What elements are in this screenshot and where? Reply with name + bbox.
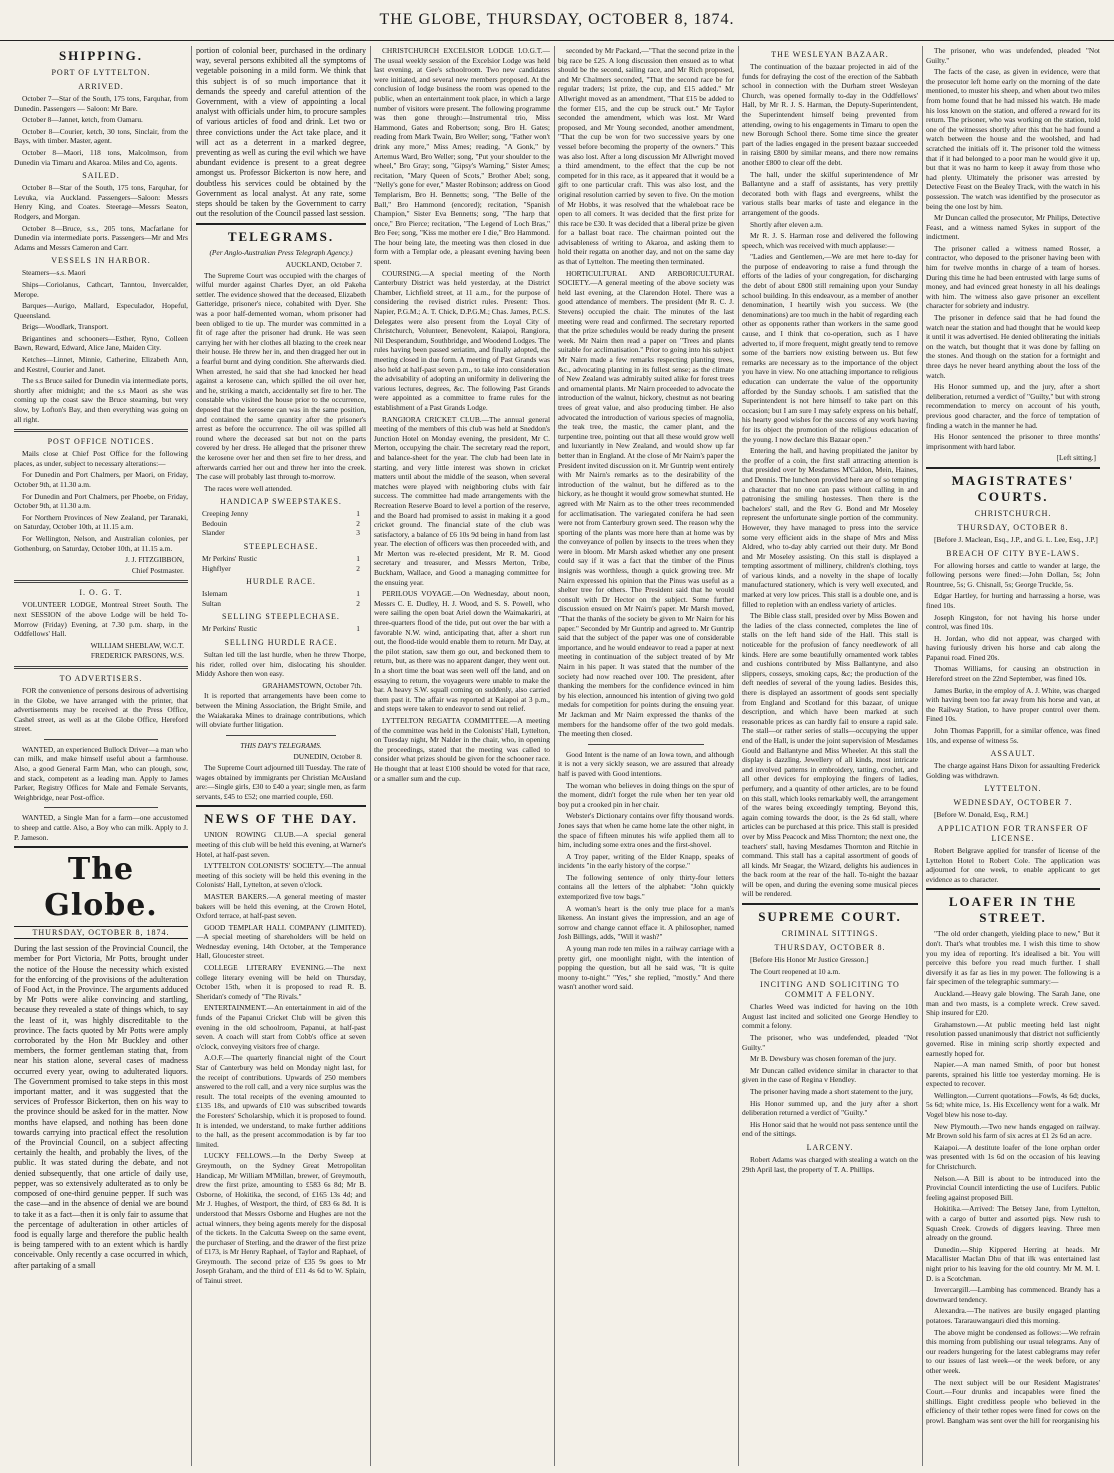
shipping-note: The s.s Bruce sailed for Dunedin via intermediate ports, shortly after midnight; and the s.s Maori as she was coming up the coast saw the Bruce steaming, but very slow, by Lofton's Bay, and then everything was going on all right. — [14, 376, 188, 424]
bazaar-para: "Ladies and Gentlemen,—We are met here to-day for the purpose of endeavoring to raise a fund through the efforts of the ladies of your congregation, for discharging the debt of about £800 still remaining upon your Sunday school building. In this endeavour, as a member of another denomination, I heartily wish you success. We (the denominations) are too much in the habit of regarding each other as opponents rather than workers in the same good cause, and I think that co-operation, such as I have adverted to, if more frequent, might greatly tend to remove some of the barriers now existing between us. But few remarks are necessary as to the importance of the object you have in view. No one attaching importance to religious education can underrate the value of the opportunity afforded by the Sunday schools. I am satisfied that the Superintendent is not here himself to take part on this occasion; but I am sure I may safely express on his behalf, his hearty good wishes for the success of any work having for its object the promotion of the religious education of the young. I now declare this Bazaar open." — [742, 252, 918, 444]
court-para: Mr Duncan called evidence similar in character to that given in the case of Regina v Hendley. — [742, 1065, 918, 1085]
notice-para: For Dunedin and Port Chalmers, per Maori, on Friday, October 9th, at 11.30 a.m. — [14, 470, 188, 489]
placing: 2 — [356, 563, 360, 573]
race-row — [202, 519, 360, 529]
court-para: Mr Duncan called the prosecutor, Mr Philips, Detective Feast, and a witness named Sykes in support of the indictment. — [926, 213, 1100, 242]
news-para: UNION ROWING CLUB.—A special general meeting of this club will be held this evening, at Warner's Hotel, at half-past seven. — [196, 830, 366, 859]
loafer-para: Alexandra.—The natives are busily engaged planting potatoes. Tararauwangauri died this morning. — [926, 1306, 1100, 1325]
telegram-para: The Supreme Court adjourned till Tuesday. The rate of wages obtained by immigrants per Christian McAusland are:—Single girls, £30 to £40 a year; single men, as farm servants, £45 to £52; one married couple, £60. — [196, 762, 366, 801]
divider — [14, 666, 188, 669]
court-para: Robert Belgrave applied for transfer of license of the Lyttelton Hotel to Robert Cole. The application was adjourned for one week, to enable applicant to get evidence as to character. — [926, 846, 1100, 884]
loafer-para: The above might be condensed as follows:—We refrain this morning from publishing our usual telegrams. Any of our readers hungering for the latest cablegrams may refer to our issues of last week—or the week before, or any other week. — [926, 1327, 1100, 1375]
notice-para: For Wellington, Nelson, and Australian colonies, per Gothenburg, on Saturday, October 10th, at 11.15 a.m. — [14, 533, 188, 553]
leading-article — [14, 944, 188, 1271]
news-para: LUCKY FELLOWS.—In the Derby Sweep at Greymouth, on the Sydney Great Metropolitan Handicap, Mr William M'Millan, brewer, of Greymouth, drew the first prize, amounting to £583 6s 8d; Mr B. Osborne, of Hokitika, the second, of £165 13s 4d; and Mr J. Hughes, of Westport, the third, of £83 6s 8d. It is understood that Messrs Osborne and Hughes are not the actual winners, they being agents merely for the disposal of the tickets. In the Calcutta Sweep on the same event, the purchaser of Sterling, and the drawer of the first prize of £173, is Mr Henry Raphael, of Taylor and Raphael, of Greymouth. The second prize of £35 9s goes to Mr Joseph Graham, and the third of £11 4s 6d to W. Splain, of Tainui street. — [196, 1151, 366, 1286]
horse-name: Mr Perkins' Rustic — [202, 554, 258, 564]
shipping-heading: SHIPPING. — [58, 48, 144, 63]
loafer-para: Auckland.—Heavy gale blowing. The Sarah Jane, one man and two masts, is a complete wreck. Crew saved. Ship insured for £20. — [926, 988, 1100, 1018]
race-row — [202, 589, 360, 599]
news-para: A.O.F.—The quarterly financial night of the Court Star of Canterbury was held on Monday night last, for the receipt of contributions. Upwards of 250 members answered to the roll call, and a very nice surplus was the result. The total receipts of the evening amounted to £135 18s, and upwards of £10 was subscribed towards the Foresters' Scholarship, which it is proposed to found. It is intended, we understand, to make further additions to the hall, as the present accommodation is by far too limited. — [196, 1053, 366, 1149]
placing: 1 — [356, 624, 360, 634]
race-results — [196, 497, 366, 648]
list-item: Ships—Coriolanus, Cathcart, Tanntou, Invercalder, Merope. — [14, 279, 188, 299]
loafer-heading: LOAFER IN THE STREET. — [948, 894, 1078, 926]
arrived-list — [14, 94, 188, 167]
loafer-para: Nelson.—A Bill is about to be introduced into the Provincial Council interdicting the use of Lucifers. Public feeling against proposed Bill. — [926, 1173, 1100, 1202]
news-para: COURSING.—A special meeting of the North Canterbury District was held yesterday, at the District Chamber, Lichfield street, at 11 a.m., for the purpose of considering the revised district rules. Present: Thos. Napier, P.G.M.; A. T. Chick, D.P.G.M.; Chas. James, P.C.S. Delegates were also present from the Loyal City of Christchurch, Volunteer, Benevolent, Kaiapoi, Rangiora, Nil Desperandum, Southbridge, and Woodend Lodges. The rules having been passed seriatim, and finally adopted, the meeting closed in due form. A meeting of Past Grands was also held at half-past seven p.m., to take into consideration the advisability of adopting an uniformity in delivering the various lectures, degrees, &c. The following Past Grands were appointed as a committee to frame rules for the establishment of a Past Grands Lodge. — [374, 268, 550, 412]
list-item: Brigantines and schooners—Esther, Ryno, Colleen Bawn, Reward, Edward, Alice Jane, Maiden City. — [14, 333, 188, 353]
port-heading: PORT OF LYTTELTON. — [51, 68, 151, 77]
race-title: HURDLE RACE. — [246, 577, 316, 587]
article-para: During the last session of the Provincial Council, the member for Port Victoria, Mr Potts, brought under the notice of the House the necessity which existed for the enforcing of the provisions of the adulteration of Food Act, in the Province. The arguments adduced by Mr Potts were alike convincing and startling, because they revealed a state of things which, to say the least of it, was highly discreditable to the province. The facts quoted by Mr Potts were amply corroborated by the Hon Mr Buckley and other members, the former gentleman stating that, from near his station alone, several cases of madness occurred every year, owing to adulterated liquors. The Government promised to take steps in this most important matter, and it was suggested that the services of Professor Bickerton, then on his way to the province should be asked for in the matter. Now months have elapsed, and nothing has been done towards carrying into practical effect the resolution of the Provincial Council, on a subject affecting certainly the health, and probably the lives, of the public. It was stated during the debate, and not denied subsequently, that one article of daily use, pepper, was so extensively adulterated as to only be composed of one-third genuine pepper. If such was the case—and in the absence of denial we are bound to take it as a fact—then it is only fair to assume that the percentage of adulteration in other articles of food is equally large and therefore the public health is being tampered with to an extent which is hardly conceivable. Only recently a case occurred in which, after partaking of a small — [14, 944, 188, 1270]
paragraph-item: A Troy paper, writing of the Elder Knapp, speaks of incidents "in the early history of the corpse." — [558, 851, 734, 871]
list-item: Ketches—Linnet, Minnie, Catherine, Elizabeth Ann, and Kestrel, Courier and Janet. — [14, 355, 188, 374]
court-note: The Court reopened at 10 a.m. — [750, 966, 841, 976]
court-para: The facts of the case, as given in evidence, were that the prosecutor left home early on the morning of the date mentioned, to muster his sheep, and when about two miles from home found that he had missed his watch. He made his loss known on the station, and offered a reward for its return. The prisoner, who was working on the station, told one of the witnesses shortly after this that he had found a watch between the house and the woolshed, and had scratched the initials off it. The prisoner told the witness that if it had belonged to a poor man he would give it up, but that it was no harm to keep it away from those who had plenty. Ultimately the prisoner was arrested by Detective Feast on the Bealey Track, with the watch in his possession. The watch was identified by the prosecutor as being the one lost by him. — [926, 67, 1100, 211]
article-para: portion of colonial beer, purchased in the ordinary way, several persons exhibited all the symptoms of vegetable poisoning in a mild form. We think that this subject is of so much importance that it demands the speedy and careful attention of the Government, with a view of appointing a local analyst with officials under him, to procure samples of various articles of food and drink. Let two or three convictions under the Act take place, and it will act as a deterrent in a marked degree, preventing as well as curing the evil which we have abundant evidence is present to a great degree amongst us. Professor Bickerton is now here, and doubtless his services could be obtained by the Government as local analyst. At any rate, some steps should be taken by the Government to carry out the resolution of the Council passed last session. — [196, 46, 366, 219]
telegrams-heading: TELEGRAMS. — [227, 229, 335, 245]
charge-label: ASSAULT. — [990, 749, 1036, 759]
divider — [14, 580, 188, 583]
charge-label: APPLICATION FOR TRANSFER OF LICENSE. — [937, 824, 1089, 843]
column-3 — [374, 46, 550, 1466]
race-row — [202, 624, 360, 634]
iogt-signatory: WILLIAM SHEBLAW, W.C.T. — [90, 640, 184, 650]
horse-name: Highflyer — [202, 563, 231, 573]
post-office-heading: POST OFFICE NOTICES. — [47, 437, 155, 447]
court-para: The prisoner in defence said that he had found the watch near the station and had thought that he would keep it until it was advertised. He denied obliterating the initials on the watch, but thought that it was done by falling on the stones. And though on the station for a fortnight and three days he never heard anything about the loss of the watch. — [926, 313, 1100, 380]
divider — [14, 429, 188, 432]
horse-name: Creeping Jenny — [202, 509, 249, 519]
court-para: The prisoner, who was undefended, pleaded "Not Guilty." — [742, 1033, 918, 1052]
bazaar-para: The hall, under the skilful superintendence of Mr Ballantyne and a staff of assistants, has very prettily decorated both with flags and evergreens, whilst the various stalls bear marks of taste and elegance in the arrangement of the goods. — [742, 169, 918, 217]
court-para: His Honor sentenced the prisoner to three months' imprisonment with hard labor. — [926, 432, 1100, 451]
court-para: His Honor summed up, and the jury, after a short deliberation, returned a verdict of "Guilty," but with strong recommendation to mercy on account of his youth, previous good character, and the force of temptation of finding a watch in the manner he had. — [926, 382, 1100, 430]
bazaar-para: The Bible class stall, presided over by Miss Bowen and the ladies of the class connected, completes the line of stalls on the left hand side of the Hall. This stall is noticeable for the profusion of fancy needlework of all kinds. Here are some beautifully ornamented work tables and cushions contributed by Miss Ballantyne, and also slippers, cosseys, smoking caps, &c; the production of the deft needles of several of the young ladies. Besides this, there is displayed an assortment of goods sent specially from England and Scotland for this bazaar, of unique description, and which have been marked at such reasonable prices as can hardly fail to ensure a rapid sale. The stall—or rather series of stalls—occupying the upper end of the Hall, is under the joint supervision of Mesdames Gould and Ballantyne and Miss Wheeler. At this stall the display is dazzling. Jewellery of all kinds, most intricate and involved patterns in embroidery, tatting, crochet, and all other devices for employing the fingers of ladies, perfumery, and a quantity of other articles, are to be found on this stall, which looks remarkably well, the arrangement of the wares being exceedingly tempting. Beyond this, again coming towards the door, is the 2s 6d stall, where articles can be purchased at this price. This stall is presided over by Miss Peacock and Miss Thornton; the next one, the teachers' stall, having Mesdames Thornton and Ritchie in command. This stall has a capital assortment of goods of all kinds. Mr Seagar, the Wizard, delights his audiences in the back room at the rear of the hall. To-night the bazaar will be open, and during the evening some musical pieces will be rendered. — [742, 611, 918, 899]
iogt-notice: VOLUNTEER LODGE, Montreal Street South. The next SESSION of the above Lodge will be held To-Morrow (Friday) Evening, at 7.30 p.m. sharp, in the Oddfellows' Hall. — [14, 600, 188, 639]
place-heading: CHRISTCHURCH. — [974, 508, 1052, 518]
list-item: Steamers—s.s. Maori — [22, 268, 86, 278]
column-2 — [196, 46, 366, 1466]
telegram-para: It is reported that arrangements have been come to between the Mining Association, the Bright Smile, and the Waiakaraka Mines to drainage contributions, which will obviate further litigation. — [196, 691, 366, 730]
horse-name: Mr Perkins' Rustic — [202, 624, 258, 634]
placing: 3 — [356, 528, 360, 538]
news-para: LYTTELTON COLONISTS' SOCIETY.—The annual meeting of this society will be held this evening in the Colonists' Hall, Lyttelton, at seven o'clock. — [196, 861, 366, 890]
telegram-para: The Supreme Court was occupied with the charges of wilful murder against Charles Dyer, an old Pakeha settler. The evidence showed that the deceased, Elizabeth Gatteridge, prisoner's niece, cohabited with Dyer. She was a poor half-demented woman, whom prisoner had been obliged to tie up. The murder was committed in a fit of rage after the prisoner had drunk. He was seen carrying her with her clothes all blazing to the creek near their house. He threw her in, and then dragged her out in a fearful burnt and dying condition. She afterwards died. When arrested, he said that she had knocked her head against a kerosene can, which spilled the oil over her, and he, striking a match, accidentally set fire to her. The constable who visited the house prior to the occurrence, deposed that the kerosene can was in the same position, and contained the same quantity after the prisoner's arrest as before the occurrence. The oil was spilled all round where the deceased sat but not on the parts covered by her dress. He alleged that the prisoner threw the kerosene over her and then set fire to her dress, and afterwards carried her out and threw her into the creek. The case will probably last through to-morrow. — [196, 270, 366, 482]
paragraph-item: A woman's heart is the only true place for a man's likeness. An instant gives the impression, and an age of sorrow and change cannot efface it. A philosopher, named Josh Billings, adds, "Will it wash?" — [558, 903, 734, 942]
divider — [196, 223, 366, 225]
bench: [Before J. Maclean, Esq., J.P., and G. L. Lee, Esq., J.P.] — [934, 534, 1098, 544]
news-para: seconded by Mr Packard,—"That the second prize in the big race be £25. A long discussion then ensued as to what should be the second, sailing race, and Mr Rich proposed, and Mr Chalmers seconded, "That the second race be for regular traders; 1st prize, the cup, and £15 added." Mr Allwright moved as an amendment, "That £15 be added to the former £15, and the cup be struck out." Mr Taylor seconded the amendment, which was lost. Mr Ward proposed, and Mr Young seconded, another amendment, "That the cup be won for two successive years by one vessel before becoming the property of the owners." This was also lost. After a long discussion Mr Allwright moved a third amendment, to the effect that the cup be not competed for in this race, as it appeared that it would be a gift to one particular craft. This was also lost, and the original resolution carried by seven to five. On the motion of Mr Hobbs, it was resolved that the whaleboat race be open to all comers. It was decided that the first prize for this race be £30. It was decided that a liberal prize be given for a ballast boat race. The chairman pointed out the advisableness of writing to Akaroa, and asking them to hold their regatta on another day, and not on the same day as that of Lyttelton. The meeting then terminated. — [558, 46, 734, 267]
divider — [196, 805, 366, 807]
list-item: October 8—Star of the South, 175 tons, Farquhar, for Levuka, via Auckland. Passengers—Saloon: Messrs Henry King, and Coates. Steerage—Messrs Seaton, Rodgers, and Morgan. — [14, 183, 188, 221]
dateline: AUCKLAND, October 7. — [285, 260, 362, 270]
race-row — [202, 554, 360, 564]
paragraph-item: Webster's Dictionary contains over fifty thousand words. Jones says that when he came home late the other night, in the space of fifteen minutes his wife applied them all to him, including some extra ones and the first-shovel. — [558, 811, 734, 850]
court-para: The charge against Hans Dixon for assaulting Frederick Golding was withdrawn. — [926, 761, 1100, 780]
news-para: LYTTELTON REGATTA COMMITTEE.—A meeting of the committee was held in the Colonists' Hall, Lyttelton, on Tuesday night, Mr Nalder in the chair, who, in opening the proceedings, stated that the meeting was called to consider what prizes should be given for the schooner race. He thought that at least £100 should be voted for that race, or a smaller sum and the cup. — [374, 715, 550, 783]
court-para: The prisoner having made a short statement to the jury, — [750, 1087, 913, 1096]
divider — [44, 739, 158, 740]
court-para: Charles Weed was indicted for having on the 10th August last incited and solicited one George Hendley to commit a felony. — [742, 1002, 918, 1031]
news-para: GOOD TEMPLAR HALL COMPANY (LIMITED).—A special meeting of shareholders will be held on Wednesday evening, 14th October, at the Temperance Hall, Gloucester street. — [196, 922, 366, 961]
loafer-para: "The old order changeth, yielding place to new," But it don't. That's what troubles me. I wish this time to show you my idea of reporting. It's idealised a bit. You will perceive this before you read much further. I shall diversify it as far as lies in my power. The following is a fair specimen of the telegraphic summary:— — [926, 929, 1100, 987]
court-para: H. Jordan, who did not appear, was charged with having furiously driven his horse and cab along the Papanui road. Fined 20s. — [926, 633, 1100, 662]
court-para: The prisoner, who was undefended, pleaded "Not Guilty." — [926, 46, 1100, 65]
column-1 — [14, 46, 188, 1466]
harbor-label: VESSELS IN HARBOR. — [51, 256, 151, 266]
court-para: For allowing horses and cattle to wander at large, the following persons were fined:—John Dollan, 5s; John Rountree, 5s; G. Chisnall, 5s; George Truckle, 5s. — [926, 560, 1100, 589]
loafer-para: Kaiapoi.—A destitute loafer of the lone orphan order was presented with 1s 6d on the occasion of his leaving for Christchurch. — [926, 1142, 1100, 1172]
supreme-court-heading: SUPREME COURT. — [758, 909, 902, 925]
loafer-para: Grahamstown.—At public meeting held last night resolution passed unanimously that district not sufficiently governed. Rise in mining scrip shortly expected and earnestly hoped for. — [926, 1019, 1100, 1058]
dateline: GRAHAMSTOWN, October 7th. — [262, 680, 362, 690]
list-item: October 8—Courier, ketch, 30 tons, Sinclair, from the Bays, with timber. Master, agent. — [14, 126, 188, 146]
page-masthead: THE GLOBE, THURSDAY, OCTOBER 8, 1874. — [0, 0, 1114, 41]
charge-label: BREACH OF CITY BYE-LAWS. — [946, 548, 1080, 558]
race-title: SELLING STEEPLECHASE. — [222, 612, 340, 622]
leading-article-continued — [196, 46, 366, 219]
loafer-para: Dunedin.—Ship Kippered Herring at heads. Mr Macallister MacIan Dhu of that ilk was entertained last night prior to his leaving for the old country. Mr M. M. I. D. is a Scotchman. — [926, 1244, 1100, 1283]
telegrams-agency: (Per Anglo-Australian Press Telegraph Agency.) — [209, 248, 353, 258]
bench: [Before W. Donald, Esq., R.M.] — [934, 810, 1029, 820]
left-sitting: [Left sitting.] — [1056, 453, 1096, 463]
horse-name: Islemam — [202, 589, 228, 599]
bazaar-para: Entering the hall, and having propitiated the janitor by the proffer of a coin, the first stall attracting attention is that presided over by Mesdames M'Caldon, Mein, Haines, and Dennis. The luncheon provided here are of so tempting a character that no one can pass without calling in and patronising the smiling hostesses. Then there is the bachelors' stall, and the Rev G. Bond and Mr Moseley represent the unfortunate single portion of the community. However, they have managed to press into the service some very efficient aids in the shape of Mrs and Miss Aldred, who to-day ably carried out their duty. Mr Bond and Mr Moseley assisting. On this stall is displayed a tempting assortment of millinery, children's clothing, toys of various kinds, and a novelty in the shape of locally manufactured stationery, which is very well executed, and marked at very low prices. This stall is a double one, and is filled to repletion with an endless variety of articles. — [742, 446, 918, 609]
column-rule — [922, 46, 923, 1466]
news-para: MASTER BAKERS.—A general meeting of master bakers will be held this evening, at the Crown Hotel, Oxford terrace, at half-past seven. — [196, 891, 366, 921]
divider — [926, 467, 1100, 469]
placing: 2 — [356, 518, 360, 528]
court-para: His Honor summed up, and the jury after a short deliberation returned a verdict of "Guilty." — [742, 1098, 918, 1118]
paragraph-item: Good Intent is the name of an Iowa town, and although it is not a very sickly season, we are assured that already half is paved with Good intentions. — [558, 749, 734, 778]
court-para: Robert Adams was charged with stealing a watch on the 29th April last, the property of T. A. Phillips. — [742, 1154, 918, 1174]
loafer-para: Invercargill.—Lambing has commenced. Brandy has a downward tendency. — [926, 1285, 1100, 1304]
sailed-label: SAILED. — [82, 171, 120, 181]
notice-para: For Northern Provinces of New Zealand, per Taranaki, on Saturday, October 10th, at 11.15 a.m. — [14, 512, 188, 532]
court-para: Thomas Williams, for causing an obstruction in Hereford street on the 22nd September, was fined 10s. — [926, 664, 1100, 684]
arrived-label: ARRIVED. — [78, 82, 124, 91]
horse-name: Slander — [202, 528, 225, 538]
column-6 — [926, 46, 1100, 1466]
wanted-ad: WANTED, an experienced Bullock Driver—a man who can milk, and make himself useful about a farmhouse. Also, a good General Farm Man, who can plough, sow, and stack, competent as a leading man. Apply to James Parker, Registry Offices for Male and Female Servants, Weighbridge, near Post-office. — [14, 744, 188, 802]
list-item: Brigs—Woodlark, Transport. — [22, 322, 109, 332]
loafer-para: New Plymouth.—Two new hands engaged on railway. Mr Brown sold his farm of six acres at £1 2s 6d an acre. — [926, 1121, 1100, 1141]
placing: 1 — [356, 509, 360, 519]
court-para: His Honor said that he would not pass sentence until the end of the sittings. — [742, 1119, 918, 1139]
list-item: October 8—Maori, 118 tons, Malcolmson, from Dunedin via Timaru and Akaroa. Miles and Co, agents. — [14, 147, 188, 167]
list-item: October 8—Jannet, ketch, from Oamaru. — [22, 115, 143, 125]
bazaar-heading: THE WESLEYAN BAZAAR. — [771, 50, 889, 59]
paragraph-item: A young man rode ten miles in a railway carriage with a pretty girl, one moonlight night, with the intention of popping the question, but all he said was, "It is quite moony to-night." "Yes," she replied, "mostly." And there wasn't another word said. — [558, 944, 734, 992]
news-para: RANGIORA CRICKET CLUB.—The annual general meeting of the members of this club was held at Sneddon's Junction Hotel on Monday evening, the president, Mr C. Merton, occupying the chair. The secretary read the report, and balance-sheet for the year. The club had been late in starting, and very little interest was shown in cricket matters until about the middle of the season, when several matches were played with neighboring clubs with fair success. The committee had made arrangements with the Recreation Reserve Board to level a portion of the reserve, and the Board had promised to assist in making it a good cricket ground. The financial state of the club was satisfactory, a balance of £6 10s 9d being in hand from last year. The election of officers was then proceeded with, and Mr Merton was re-elected president, Mr R. M. Good secretary and treasurer, and Messrs Merton, Tribe, Buckham, Wallace, and Good a managing committee for the ensuing year. — [374, 414, 550, 587]
loafer-para: The next subject will be our Resident Magistrates' Court.—Four drunks and incapables were fined the shillings. Eight creditless people who believed in the efficiency of their tether ropes were fined for cows on the prowl. Bangham was sent over the hill for reorganising his — [926, 1377, 1100, 1425]
supreme-court-sub: CRIMINAL SITTINGS. — [781, 929, 879, 939]
dateline: THURSDAY, OCTOBER 8. — [957, 522, 1069, 532]
news-para: HORTICULTURAL AND ARBORICULTURAL SOCIETY.—A general meeting of the above society was held last evening, at the Clarendon Hotel. There was a good attendance of members. The president (Mr R. C. J. Stevens) occupied the chair. The minutes of the last meeting were read and confirmed. The secretary reported that the prize schedules would be ready during the present week. Mr Nairn then read a paper on "Trees and plants suitable for acclimatisation." Prior to going into his subject Mr Nairn made a few remarks respecting planting trees, &c., advocating planting in its fullest sense; as the climate of New Zealand was admirably suited alike for forest trees and ornamental plants. Mr Nairn proceeded to advocate the introduction of the walnut, hickory, chestnut as not bearing trees of great value, and also producing timber. He also advocated the introduction of various species of magnolia, the teak tree, the mastic, the camer plant, and the turpentine tree, pointing out that all these would grow well and luxuriantly in New Zealand, and would show up far better than in England. At the close of Mr Nairn's paper the President invited discussion on it. Mr Guntrip went entirely with Mr Nairn's remarks as to the desirability of the introduction of the walnut, but he differed as to the hickory, as he thought it would grow somewhat stunted. He agreed with Mr Nairn as to the other trees recommended for acclimatisation. The variegated conifera he had seen were not from Canterbury grown seed. The reason why the sporting of the plants was more here than at home was by the conveyance of pollen by insects to the trees when they were in bloom. Mr Marsh asked whether any one present could say if it was a fact that the timber of the Pinus insignis was worthless, though a quick growing tree. Mr Nairn expressed his opinion that the Pinus was useful as a shelter tree for others. The President said that he would consult with Dr Hector on the subject. Some further discussion ensued on Mr Nairn's paper. Mr Marsh moved, "That the thanks of the society be given to Mr Nairn for his paper." Seconded by Mr Guntrip and agreed to. Mr Guntrip said that the subject of the paper was one of considerable importance, and he would endeavor to read a paper at next meeting in continuation of the subject treated of by Mr Nairn in his paper. It was stated that the number of the society had now reached over 100. The president, after thanking the members for the confidence evinced in him by his election, announced his intention of giving two gold medals for competition for points during the ensuing year. Mr Jackman and Mr Nairn expressed the thanks of the members for the handsome offer of the two gold medals. The meeting then closed. — [558, 268, 734, 739]
news-para: COLLEGE LITERARY EVENING.—The next college literary evening will be held on Thursday, October 15th, when it is proposed to read R. B. Sheridan's comedy of "The Rivals." — [196, 963, 366, 1001]
bazaar-para: The continuation of the bazaar projected in aid of the funds for defraying the cost of the erection of the Sabbath school in connection with the Durham street Wesleyan Church, was opened formally to-day in the Oddfellows' Hall, by Mr R. J. S. Harman, the Deputy-Superintendent, the Superintendent himself being prevented from attending, owing to his engagements in Timaru to open the new Borough School there. Some time since the greater part of the ladies engaged in the present bazaar succeeded in raising £800 by similar means, and there now remains another £800 to clear off the debt. — [742, 62, 918, 167]
telegram-para: The races were well attended. — [204, 483, 293, 493]
column-5 — [742, 46, 918, 1466]
divider — [226, 735, 336, 736]
place-heading: LYTTELTON. — [984, 784, 1042, 794]
bench: [Before His Honor Mr Justice Gresson.] — [750, 955, 869, 965]
notice-para: For Dunedin and Port Chalmers, per Phoebe, on Friday, October 9th, at 11.30 a.m. — [14, 491, 188, 511]
court-para: Mr B. Dewsbury was chosen foreman of the jury. — [750, 1054, 897, 1064]
placing: 2 — [356, 598, 360, 608]
column-rule — [738, 46, 739, 1466]
advertisers-heading: TO ADVERTISERS. — [59, 673, 143, 683]
news-heading: NEWS OF THE DAY. — [204, 811, 358, 827]
column-rule — [191, 46, 192, 1466]
issue-date: THURSDAY, OCTOBER 8, 1874. — [14, 926, 188, 939]
loafer-para: Napier.—A man named Smith, of poor but honest parents, sprained his little toe yesterday morning. He is expected to recover. — [926, 1060, 1100, 1089]
list-item: October 7—Star of the South, 175 tons, Farquhar, from Dunedin. Passengers — Saloon: Mr Bare. — [14, 94, 188, 113]
divider — [926, 888, 1100, 890]
race-title: SELLING HURDLE RACE. — [224, 638, 338, 648]
column-rule — [554, 46, 555, 1466]
loafer-para: Wellington.—Current quotations—Fowls, 4s 6d; ducks, 5s 6d; white mice, 1s. His Excellency went for a walk. Mr Vogel blew his nose to-day. — [926, 1090, 1100, 1120]
todays-telegrams-heading: THIS DAY'S TELEGRAMS. — [240, 740, 322, 750]
divider — [742, 903, 918, 905]
globe-nameplate: The Globe. — [44, 852, 158, 924]
column-4 — [558, 46, 734, 1466]
notice-para: Mails close at Chief Post Office for the following places, as under, subject to necessary alterations:— — [14, 449, 188, 468]
postmaster-title: Chief Postmaster. — [131, 565, 184, 575]
placing: 1 — [356, 554, 360, 564]
race-title: HANDICAP SWEEPSTAKES. — [220, 497, 342, 507]
horse-name: Sultan — [202, 598, 221, 608]
advertisers-notice: FOR the convenience of persons desirous of advertising in the Globe, we have arranged with the printer, that advertisements may be received at the Press Office, Cashel street, as well as at the Globe Office, Hereford street. — [14, 685, 188, 734]
list-item: Barques—Aurigo, Mallard, Especulador, Hopeful, Queensland. — [14, 301, 188, 320]
dateline: DUNEDIN, October 8. — [293, 752, 362, 762]
magistrates-heading: MAGISTRATES' COURTS. — [951, 472, 1075, 504]
iogt-signatory: FREDERICK PARSONS, W.S. — [90, 651, 184, 661]
court-para: The prisoner called a witness named Rosser, a contractor, who deposed to the prisoner having been with him for twelve months in charge of a team of horses. During this time he had been entrusted with large sums of money, and had evinced great honesty in all his dealings with him. The witness also gave prisoner an excellent character for sobriety and industry. — [926, 243, 1100, 311]
iogt-heading: I. O. G. T. — [79, 588, 123, 598]
dateline: WEDNESDAY, OCTOBER 7. — [953, 798, 1073, 808]
news-para: CHRISTCHURCH EXCELSIOR LODGE I.O.G.T.—The usual weekly session of the Excelsior Lodge was held last evening, at Gee's schoolroom. Two new candidates were initiated, and several new members proposed. At the conclusion of lodge business the room was opened to the public, when an entertainment took place, in which a large number of visitors were present. The following programme was then gone through:—Instrumental trio, Miss Hammond, Gates and Robertson; song, Bro H. Gates; reading from Mark Twain, Bro Weller; song, "Father won't drink any more," Miss Ames; reading, "A Gonk," by Artemus Ward, Bro Weller; song, "Put your shoulder to the wheel," Bro Gray; song, "Gipsy's Warning," Sister Ames; recitation, "Mary Queen of Scots," Brother Abel; song, "Nelly's gone for ever," Master Robinson; address on Good Templarism, Bro H. Bennetts; song, "The Belle of the Ball," Bro Hammond (encored); recitation, "Spanish Champion," Sister Eva Bennetts; song, "The harp that once," Bro Pierce; recitation, "The Legend of Loch Bras," Bro Fee; song, "Kiss me mother ere I die," Bro Hammond. The hour being late, the meeting was then closed in due form with a Templar ode, a pleasant evening having been spent. — [374, 46, 550, 267]
news-para: ENTERTAINMENT.—An entertainment in aid of the funds of the Papanui Cricket Club will be given this evening in the old schoolroom, Papanui, at half-past seven. A coach will start from Cobb's office at seven o'clock, conveying visitors free of charge. — [196, 1003, 366, 1051]
list-item: October 8—Bruce, s.s., 205 tons, Macfarlane for Dunedin via intermediate ports. Passengers—Mr and Mrs Adams and Messrs Cameron and Carr. — [14, 223, 188, 252]
court-para: Edgar Hartley, for hurting and harrassing a horse, was fined 10s. — [926, 591, 1100, 610]
race-row — [202, 528, 360, 538]
telegram-para: Sultan led till the last hurdle, when he threw Thorpe, his rider, rolled over him, dislocating his shoulder. Middy Ashore then won easy. — [196, 650, 366, 679]
court-para: John Thomas Papprill, for a similar offence, was fined 10s, and expense of witness 5s. — [926, 726, 1100, 745]
court-para: Joseph Kingston, for not having his horse under control, was fined 10s. — [926, 612, 1100, 632]
dateline: THURSDAY, OCTOBER 8. — [774, 943, 886, 953]
paragraph-item: The following sentence of only thirty-four letters contains all the letters of the alphabet: "John quickly extemporized five tow bags." — [558, 872, 734, 902]
placing: 1 — [356, 589, 360, 599]
race-row — [202, 509, 360, 519]
paragraph-item: The woman who believes in doing things on the spur of the moment, didn't forget the rule when her ten year old boy put a crooked pin in her chair. — [558, 780, 734, 809]
court-para: James Burke, in the employ of A. J. White, was charged with having been too far away from his horse and van, at the Railway Station, to have proper control over them. Fined 10s. — [926, 685, 1100, 724]
race-row — [202, 599, 360, 609]
charge-label: LARCENY. — [806, 1142, 854, 1152]
divider — [14, 846, 188, 848]
charge-label: INCITING AND SOLICITING TO COMMIT A FELONY. — [760, 980, 900, 1000]
loafer-para: Hokitika.—Arrived: The Betsey Jane, from Lyttelton, with a cargo of butter and assorted pigs. New rush to Squash Creek. Crowds of diggers leaving. Three men already on the ground. — [926, 1204, 1100, 1243]
divider — [44, 807, 158, 808]
divider — [588, 744, 704, 745]
wanted-ad: WANTED, a Single Man for a farm—one accustomed to sheep and cattle. Also, a Boy who can milk. Apply to J. P. Jameson. — [14, 813, 188, 842]
horse-name: Bedouin — [202, 518, 228, 528]
bazaar-para: Mr R. J. S. Harman rose and delivered the following speech, which was received with much applause:— — [742, 231, 918, 250]
bazaar-para: Shortly after eleven a.m. — [750, 219, 823, 229]
race-title: STEEPLECHASE. — [243, 542, 319, 552]
race-row — [202, 564, 360, 574]
column-rule — [370, 46, 371, 1466]
news-para: PERILOUS VOYAGE.—On Wednesday, about noon, Messrs C. E. Dudley, H. J. Wood, and S. S. Powell, who were sailing the open boat Ariel down the Waimakariri, at three-quarters flood of the tide, put out over the bar with a favorable N.W. wind, anticipating that, after a short run out, the flood-tide would enable them to return. Mr Day, at the pilot station, saw them go out, and beckoned them to return, but, as there was no apparent danger, they went out. In a short time the boat was seen well off the land, and on essaying to return, the voyageurs were unable to make the bar. A heavy S.W. squall coming on suddenly, also carried them past it. The affair was reported at Kaiapoi at 3 p.m., and steps were taken to endeavor to send out relief. — [374, 589, 550, 714]
postmaster-signature: J. J. FITZGIBBON, — [125, 555, 184, 565]
